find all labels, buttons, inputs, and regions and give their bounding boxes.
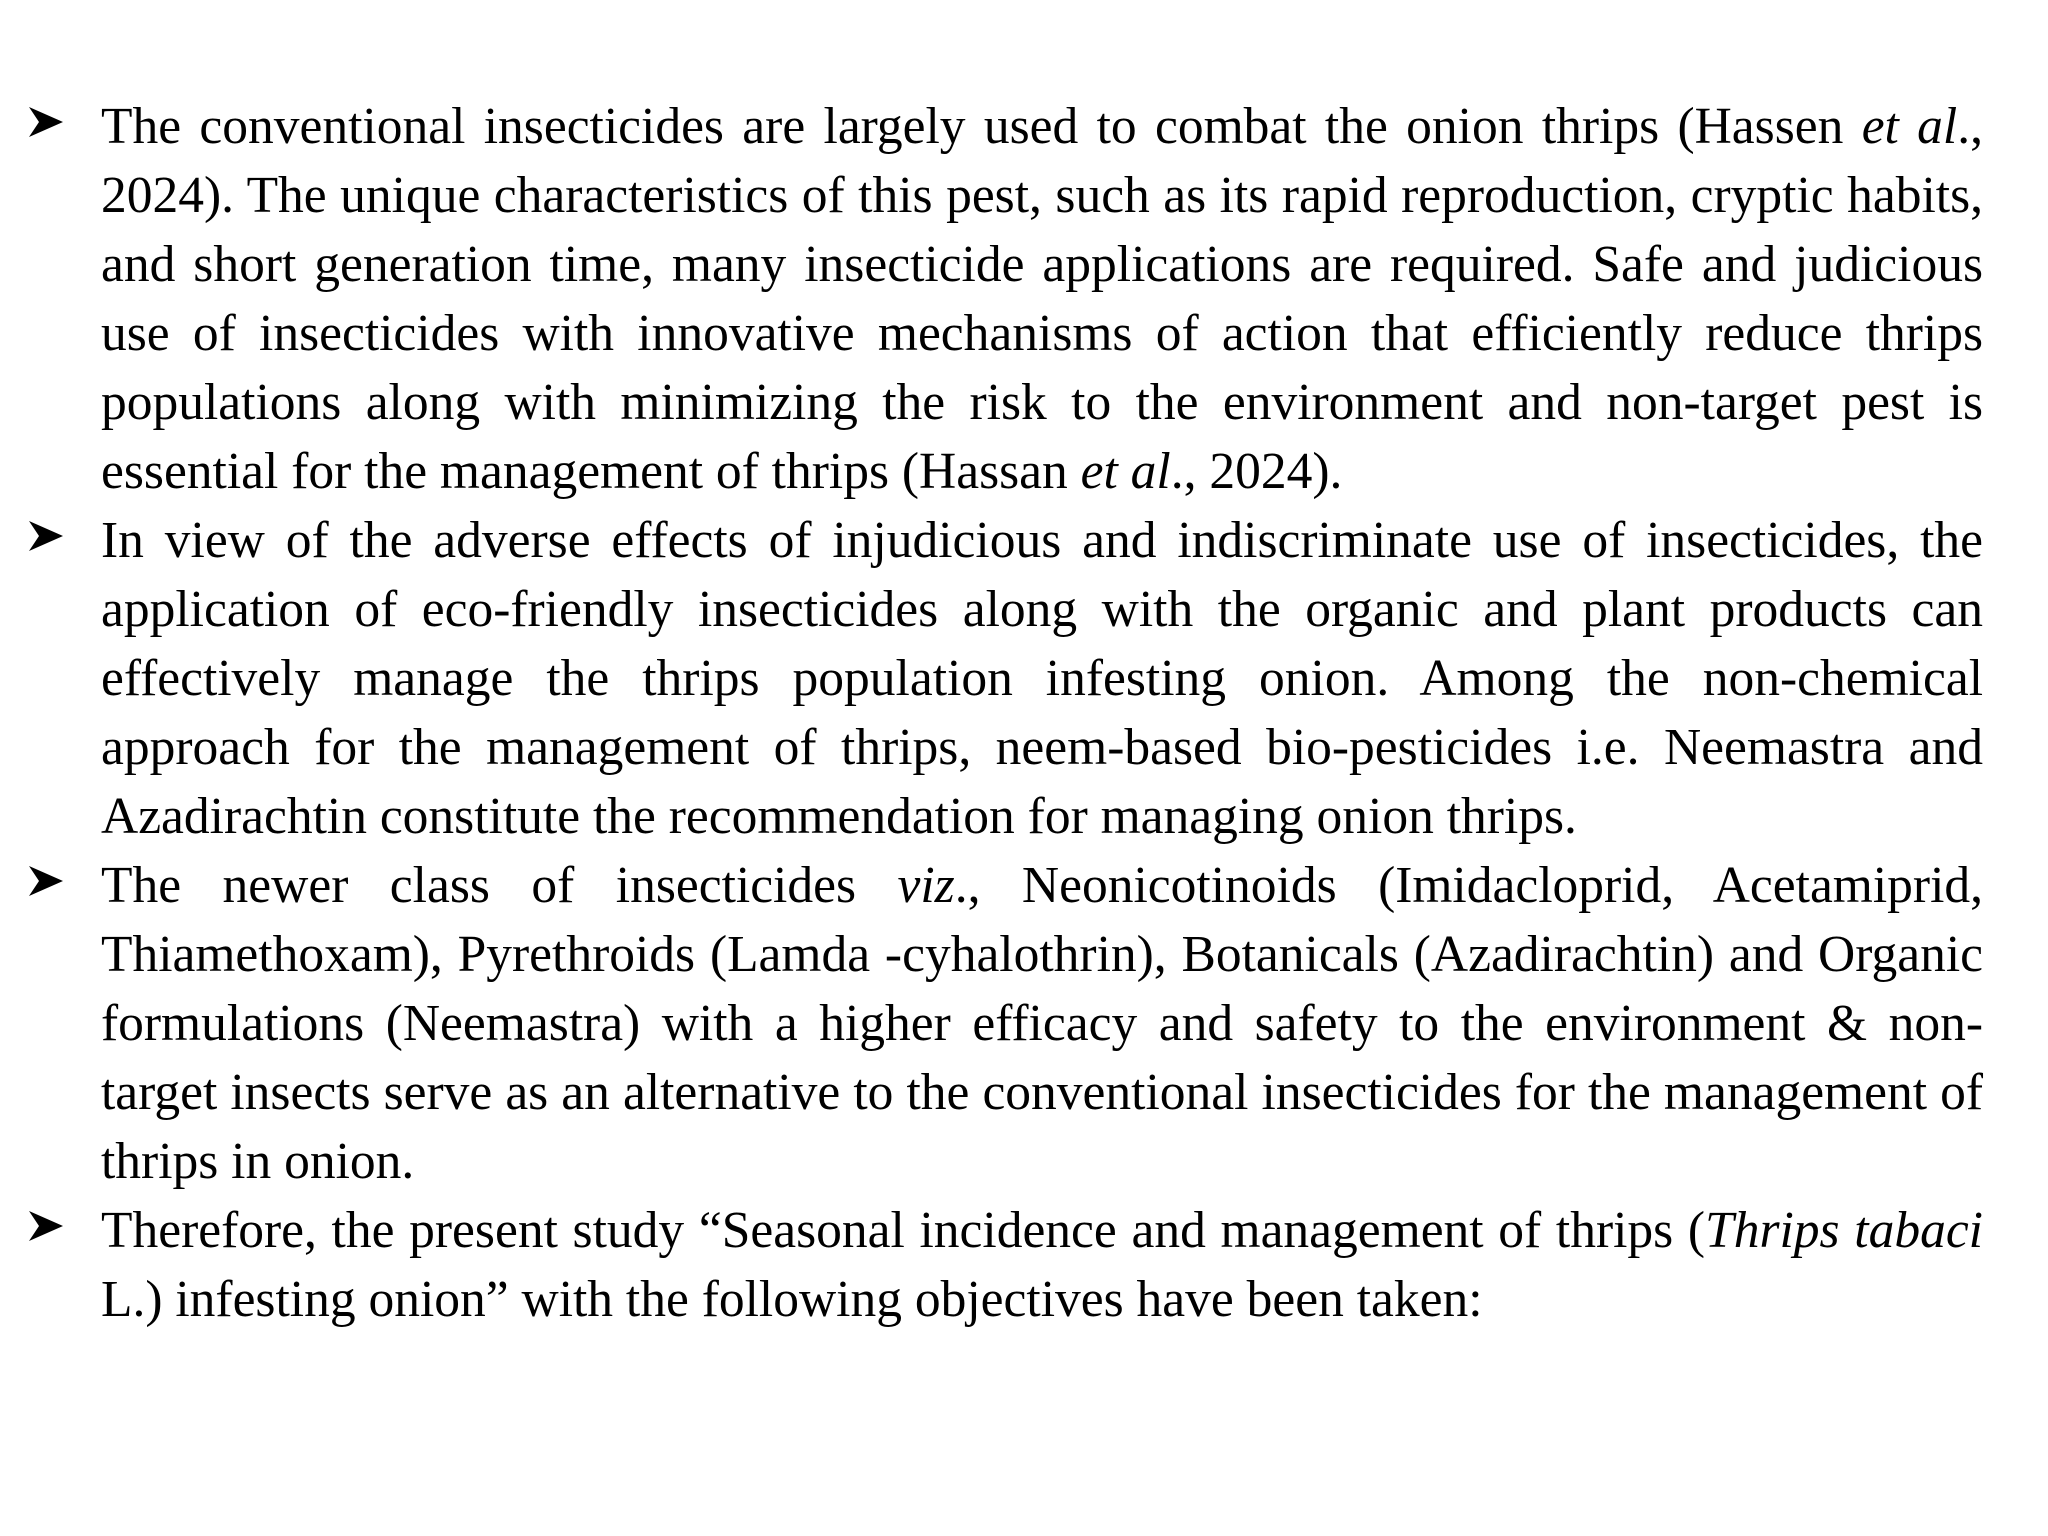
arrowhead-bullet-icon xyxy=(28,1208,64,1244)
bullet-text-segment-italic: Thrips tabaci xyxy=(1705,1202,1983,1259)
arrowhead-bullet-icon xyxy=(28,104,64,140)
bullet-text-1 xyxy=(101,92,1983,506)
bullet-item-3 xyxy=(0,851,1983,1196)
bullet-text-segment: L.) infesting onion” with the following objectives have been taken: xyxy=(101,1271,1483,1328)
bullet-text-segment: The newer class of insecticides xyxy=(101,857,898,914)
bullet-text-2 xyxy=(101,506,1983,851)
bullet-text-segment: ., Neonicotinoids (Imidacloprid, Acetamiprid, Thiamethoxam), Pyrethroids (Lamda -cyhalothrin), Botanicals (Azadirachtin) and Organic formulations (Neemastra) with a higher efficacy and safety to the environment & non-target insects serve as an alternative to the conventional insecticides for the management of thrips in onion. xyxy=(101,857,1983,1190)
bullet-item-4 xyxy=(0,1196,1983,1334)
bullet-item-2 xyxy=(0,506,1983,851)
arrowhead-bullet-icon xyxy=(28,518,64,554)
bullet-text-3 xyxy=(101,851,1983,1196)
bullet-text-segment: The conventional insecticides are largely used to combat the onion thrips (Hassen xyxy=(101,98,1862,155)
bullet-item-1 xyxy=(0,92,1983,506)
bullet-list xyxy=(0,92,2048,1334)
bullet-text-segment: ., 2024). The unique characteristics of this pest, such as its rapid reproduction, cryptic habits, and short generation time, many insecticide applications are required. Safe and judicious use of insecticides with innovative mechanisms of action that efficiently reduce thrips populations along with minimizing the risk to the environment and non-target pest is essential for the management of thrips (Hassan xyxy=(101,98,1983,500)
bullet-text-segment-italic: et al xyxy=(1080,443,1171,500)
bullet-text-segment-italic: et al xyxy=(1861,98,1958,155)
arrowhead-bullet-icon xyxy=(28,863,64,899)
bullet-text-segment-italic: viz xyxy=(897,857,955,914)
bullet-text-segment: In view of the adverse effects of injudicious and indiscriminate use of insecticides, the application of eco-friendly insecticides along with the organic and plant products can effectively manage the thrips population infesting onion. Among the non-chemical approach for the management of thrips, neem-based bio-pesticides i.e. Neemastra and Azadirachtin constitute the recommendation for managing onion thrips. xyxy=(101,512,1983,845)
bullet-text-segment: Therefore, the present study “Seasonal incidence and management of thrips ( xyxy=(101,1202,1706,1259)
bullet-text-segment: ., 2024). xyxy=(1170,443,1343,500)
bullet-text-4 xyxy=(101,1196,1983,1334)
